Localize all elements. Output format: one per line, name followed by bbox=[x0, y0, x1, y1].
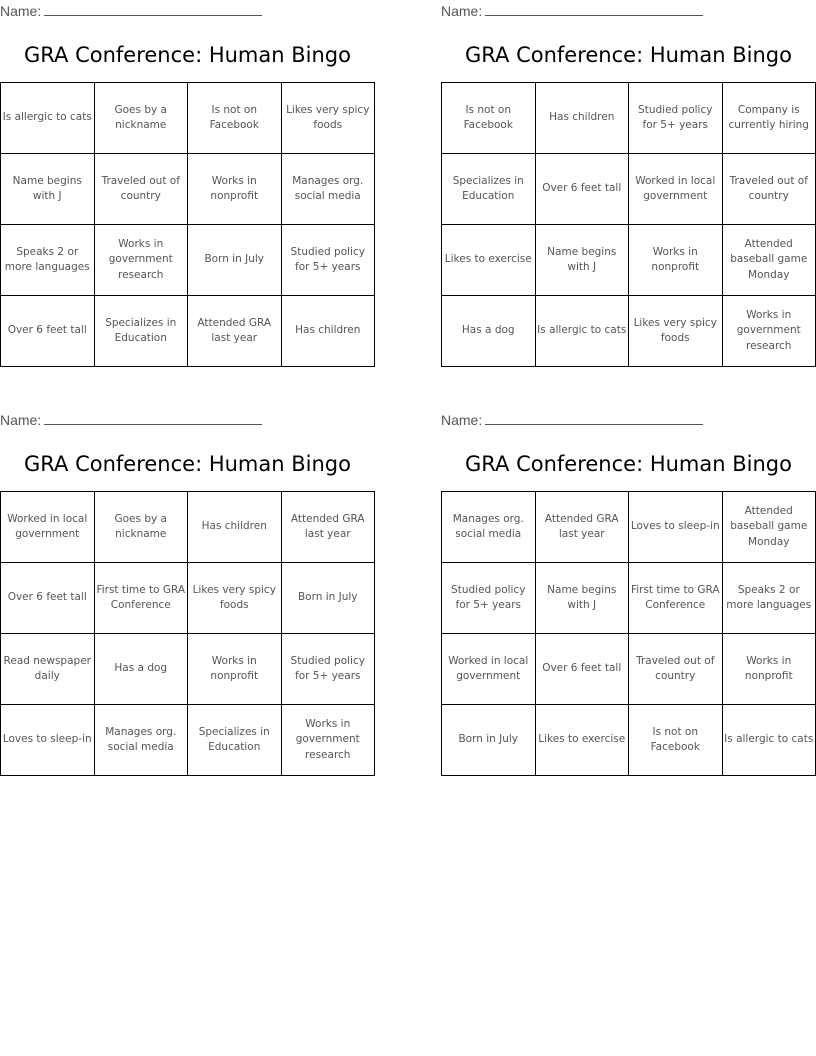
name-field[interactable] bbox=[0, 2, 262, 20]
bingo-cell[interactable]: Speaks 2 or more languages bbox=[722, 563, 816, 634]
bingo-cell[interactable]: Read newspaper daily bbox=[1, 634, 95, 705]
bingo-cell[interactable]: Loves to sleep-in bbox=[1, 705, 95, 776]
bingo-card-2 bbox=[441, 0, 816, 364]
grid-row bbox=[442, 563, 816, 634]
bingo-cell[interactable]: Specializes in Education bbox=[94, 296, 188, 367]
bingo-cell[interactable]: Attended GRA last year bbox=[188, 296, 282, 367]
bingo-cell[interactable]: Studied policy for 5+ years bbox=[281, 634, 375, 705]
grid-row bbox=[442, 492, 816, 563]
bingo-cell[interactable]: Works in government research bbox=[722, 296, 816, 367]
bingo-grid bbox=[441, 491, 816, 776]
bingo-cell[interactable]: Over 6 feet tall bbox=[1, 296, 95, 367]
bingo-cell[interactable]: Manages org. social media bbox=[442, 492, 536, 563]
grid-row bbox=[442, 634, 816, 705]
bingo-cell[interactable]: Worked in local government bbox=[1, 492, 95, 563]
name-field[interactable] bbox=[441, 411, 703, 429]
bingo-cell[interactable]: Likes very spicy foods bbox=[281, 83, 375, 154]
grid-row bbox=[442, 705, 816, 776]
bingo-card-1 bbox=[0, 0, 375, 364]
bingo-grid bbox=[0, 82, 375, 367]
bingo-cell[interactable]: Has children bbox=[188, 492, 282, 563]
name-label: Name: bbox=[441, 3, 483, 19]
bingo-cell[interactable]: First time to GRA Conference bbox=[94, 563, 188, 634]
bingo-cell[interactable]: Name begins with J bbox=[535, 563, 629, 634]
name-label: Name: bbox=[0, 3, 42, 19]
bingo-cell[interactable]: Likes to exercise bbox=[535, 705, 629, 776]
name-field[interactable] bbox=[0, 411, 262, 429]
bingo-cell[interactable]: Born in July bbox=[281, 563, 375, 634]
bingo-cell[interactable]: Name begins with J bbox=[535, 225, 629, 296]
name-line[interactable] bbox=[44, 412, 262, 425]
name-line[interactable] bbox=[485, 3, 703, 16]
bingo-cell[interactable]: Traveled out of country bbox=[94, 154, 188, 225]
bingo-cell[interactable]: Is not on Facebook bbox=[629, 705, 723, 776]
bingo-cell[interactable]: Specializes in Education bbox=[188, 705, 282, 776]
bingo-grid bbox=[0, 491, 375, 776]
bingo-card-3 bbox=[0, 409, 375, 773]
card-title: GRA Conference: Human Bingo bbox=[24, 43, 351, 67]
bingo-cell[interactable]: Born in July bbox=[442, 705, 536, 776]
card-title: GRA Conference: Human Bingo bbox=[465, 43, 792, 67]
bingo-cell[interactable]: Works in government research bbox=[281, 705, 375, 776]
bingo-cell[interactable]: Works in government research bbox=[94, 225, 188, 296]
bingo-cell[interactable]: Manages org. social media bbox=[281, 154, 375, 225]
bingo-cell[interactable]: Speaks 2 or more languages bbox=[1, 225, 95, 296]
bingo-cell[interactable]: Company is currently hiring bbox=[722, 83, 816, 154]
bingo-cell[interactable]: Studied policy for 5+ years bbox=[629, 83, 723, 154]
bingo-cell[interactable]: Over 6 feet tall bbox=[535, 634, 629, 705]
bingo-cell[interactable]: Studied policy for 5+ years bbox=[281, 225, 375, 296]
bingo-cell[interactable]: Loves to sleep-in bbox=[629, 492, 723, 563]
card-title: GRA Conference: Human Bingo bbox=[24, 452, 351, 476]
bingo-cell[interactable]: Worked in local government bbox=[442, 634, 536, 705]
grid-row bbox=[442, 225, 816, 296]
bingo-cell[interactable]: Has children bbox=[281, 296, 375, 367]
bingo-cell[interactable]: Works in nonprofit bbox=[188, 154, 282, 225]
bingo-cell[interactable]: Studied policy for 5+ years bbox=[442, 563, 536, 634]
name-field[interactable] bbox=[441, 2, 703, 20]
bingo-cell[interactable]: Manages org. social media bbox=[94, 705, 188, 776]
bingo-cell[interactable]: Works in nonprofit bbox=[629, 225, 723, 296]
bingo-cell[interactable]: Has a dog bbox=[442, 296, 536, 367]
bingo-cell[interactable]: Is not on Facebook bbox=[188, 83, 282, 154]
bingo-cell[interactable]: Goes by a nickname bbox=[94, 83, 188, 154]
name-line[interactable] bbox=[485, 412, 703, 425]
name-label: Name: bbox=[441, 412, 483, 428]
grid-row bbox=[1, 225, 375, 296]
bingo-cell[interactable]: Born in July bbox=[188, 225, 282, 296]
grid-row bbox=[1, 83, 375, 154]
grid-row bbox=[1, 705, 375, 776]
grid-row bbox=[1, 296, 375, 367]
card-title: GRA Conference: Human Bingo bbox=[465, 452, 792, 476]
bingo-card-4 bbox=[441, 409, 816, 773]
grid-row bbox=[1, 154, 375, 225]
grid-row bbox=[1, 492, 375, 563]
bingo-cell[interactable]: First time to GRA Conference bbox=[629, 563, 723, 634]
bingo-cell[interactable]: Works in nonprofit bbox=[188, 634, 282, 705]
grid-row bbox=[442, 83, 816, 154]
bingo-cell[interactable]: Likes to exercise bbox=[442, 225, 536, 296]
grid-row bbox=[442, 154, 816, 225]
bingo-cell[interactable]: Worked in local government bbox=[629, 154, 723, 225]
bingo-cell[interactable]: Has children bbox=[535, 83, 629, 154]
grid-row bbox=[1, 563, 375, 634]
bingo-cell[interactable]: Has a dog bbox=[94, 634, 188, 705]
grid-row bbox=[442, 296, 816, 367]
bingo-grid bbox=[441, 82, 816, 367]
bingo-cell[interactable]: Is allergic to cats bbox=[722, 705, 816, 776]
bingo-cell[interactable]: Traveled out of country bbox=[722, 154, 816, 225]
bingo-cell[interactable]: Specializes in Education bbox=[442, 154, 536, 225]
grid-row bbox=[1, 634, 375, 705]
bingo-cell[interactable]: Is allergic to cats bbox=[1, 83, 95, 154]
name-label: Name: bbox=[0, 412, 42, 428]
bingo-cell[interactable]: Is not on Facebook bbox=[442, 83, 536, 154]
name-line[interactable] bbox=[44, 3, 262, 16]
bingo-cell[interactable]: Is allergic to cats bbox=[535, 296, 629, 367]
bingo-cell[interactable]: Over 6 feet tall bbox=[535, 154, 629, 225]
bingo-cell[interactable]: Attended baseball game Monday bbox=[722, 492, 816, 563]
bingo-cell[interactable]: Attended GRA last year bbox=[281, 492, 375, 563]
bingo-cell[interactable]: Works in nonprofit bbox=[722, 634, 816, 705]
bingo-cell[interactable]: Goes by a nickname bbox=[94, 492, 188, 563]
bingo-cell[interactable]: Likes very spicy foods bbox=[629, 296, 723, 367]
bingo-cell[interactable]: Likes very spicy foods bbox=[188, 563, 282, 634]
bingo-cell[interactable]: Attended GRA last year bbox=[535, 492, 629, 563]
bingo-cell[interactable]: Over 6 feet tall bbox=[1, 563, 95, 634]
bingo-cell[interactable]: Traveled out of country bbox=[629, 634, 723, 705]
bingo-cell[interactable]: Attended baseball game Monday bbox=[722, 225, 816, 296]
bingo-cell[interactable]: Name begins with J bbox=[1, 154, 95, 225]
